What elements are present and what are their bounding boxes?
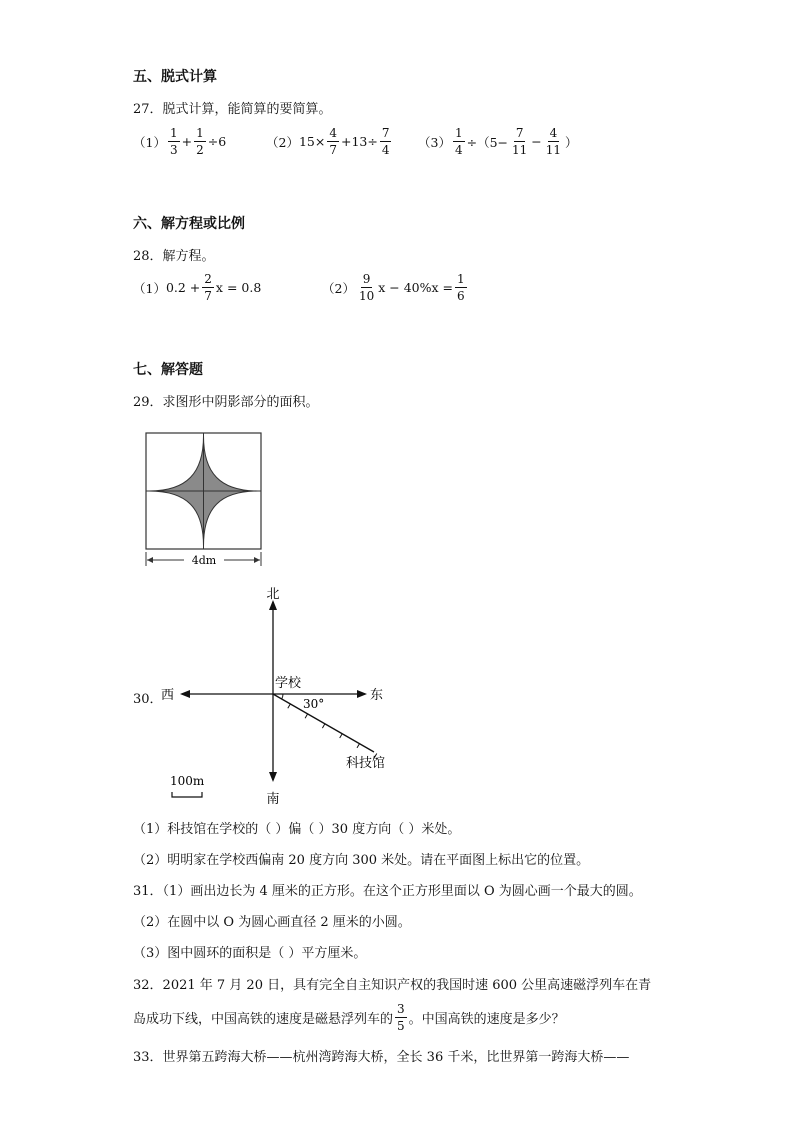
- expression-tail: ÷6: [207, 134, 227, 149]
- part-label: （2）: [266, 134, 299, 150]
- question-31-line-3: （3）图中圆环的面积是（ ）平方厘米。: [133, 946, 367, 961]
- east-arrow-icon: [357, 690, 367, 698]
- question-28-part-1: [133, 273, 261, 302]
- fraction: $\frac{4}{7}$: [329, 126, 337, 157]
- ray-tick: [322, 724, 325, 728]
- question-33-line-1: 33．世界第五跨海大桥——杭州湾跨海大桥，全长 36 千米，比世界第一跨海大桥——: [133, 1050, 630, 1065]
- question-29-stem: 29．求图形中阴影部分的面积。: [133, 395, 319, 410]
- west-label: 西: [160, 688, 174, 703]
- question-28-stem: 28．解方程。: [133, 249, 215, 264]
- west-arrow-icon: [180, 690, 190, 698]
- north-label: 北: [266, 587, 280, 602]
- fraction: $\frac{9}{10}$: [358, 272, 375, 303]
- question-32-text-post: 。中国高铁的速度是多少？: [408, 1012, 565, 1027]
- ray-tick: [357, 744, 360, 748]
- question-27-part-1: [133, 127, 226, 156]
- fraction: $\frac{2}{7}$: [204, 272, 212, 303]
- fraction: $\frac{7}{4}$: [381, 126, 390, 157]
- section-7-heading: 七、解答题: [133, 362, 203, 378]
- question-32-line-1: 32．2021 年 7 月 20 日，具有完全自主知识产权的我国时速 600 公里高速磁浮列车在青: [133, 978, 652, 993]
- expression-tail: x = 0.8: [215, 280, 262, 295]
- shaded-area-figure: [140, 428, 270, 570]
- operator: +: [181, 134, 193, 149]
- dimension-label: 4dm: [191, 554, 217, 567]
- question-27-part-3: [418, 127, 578, 156]
- angle-label: 30°: [303, 697, 325, 711]
- part-label: （1）: [133, 134, 166, 150]
- operator: −: [531, 134, 542, 149]
- ray-tick: [305, 714, 308, 718]
- scale-label: 100m: [170, 774, 205, 788]
- arrow-right-icon: [254, 557, 260, 563]
- expression-lead: 0.2 +: [165, 280, 201, 295]
- angle-arc: [282, 694, 283, 699]
- ray-tick: [288, 704, 291, 708]
- fraction: $\frac{4}{11}$: [545, 126, 562, 157]
- question-30-number: 30．: [133, 692, 163, 707]
- expression-mid: ÷（5−: [466, 134, 508, 150]
- question-27-stem: 27．脱式计算，能简算的要简算。: [133, 102, 332, 117]
- section-6-heading: 六、解方程或比例: [133, 216, 245, 232]
- south-arrow-icon: [269, 772, 277, 782]
- part-label: （2）: [322, 280, 355, 296]
- south-label: 南: [266, 792, 280, 807]
- east-label: 东: [370, 688, 384, 703]
- expression-tail: ）: [565, 134, 578, 150]
- question-31-line-2: （2）在圆中以 O 为圆心画直径 2 厘米的小圆。: [133, 915, 411, 930]
- fraction: $\frac{1}{4}$: [454, 126, 463, 157]
- question-32-text-pre: 岛成功下线，中国高铁的速度是磁悬浮列车的: [133, 1012, 394, 1027]
- question-32-line-2: [133, 1003, 565, 1032]
- fraction: $\frac{7}{11}$: [512, 126, 528, 157]
- fraction: $\frac{1}{3}$: [169, 126, 178, 157]
- question-30-line-2: （2）明明家在学校西偏南 20 度方向 300 米处。请在平面图上标出它的位置。: [133, 853, 590, 868]
- operator: +13÷: [340, 134, 378, 149]
- expression-mid: x − 40%x =: [378, 280, 453, 295]
- question-31-line-1: 31．（1）画出边长为 4 厘米的正方形。在这个正方形里面以 O 为圆心画一个最大的圆。: [133, 884, 642, 899]
- fraction: $\frac{1}{2}$: [196, 126, 204, 157]
- part-label: （3）: [418, 134, 451, 150]
- scale-bar: [172, 792, 202, 797]
- fraction: $\frac{1}{6}$: [456, 272, 465, 303]
- origin-label: 学校: [275, 676, 302, 691]
- arrow-left-icon: [147, 557, 153, 563]
- question-27-part-2: [266, 127, 393, 156]
- question-28-part-2: [322, 273, 469, 302]
- target-label: 科技馆: [346, 756, 386, 771]
- ray-tick: [340, 734, 343, 738]
- direction-map: [160, 580, 420, 810]
- part-label: （1）: [133, 280, 166, 296]
- expression-lead: 15×: [298, 134, 326, 149]
- section-5-heading: 五、脱式计算: [133, 69, 217, 85]
- fraction: $\frac{3}{5}$: [397, 1002, 405, 1033]
- question-30-line-1: （1）科技馆在学校的（ ）偏（ ）30 度方向（ ）米处。: [133, 822, 461, 837]
